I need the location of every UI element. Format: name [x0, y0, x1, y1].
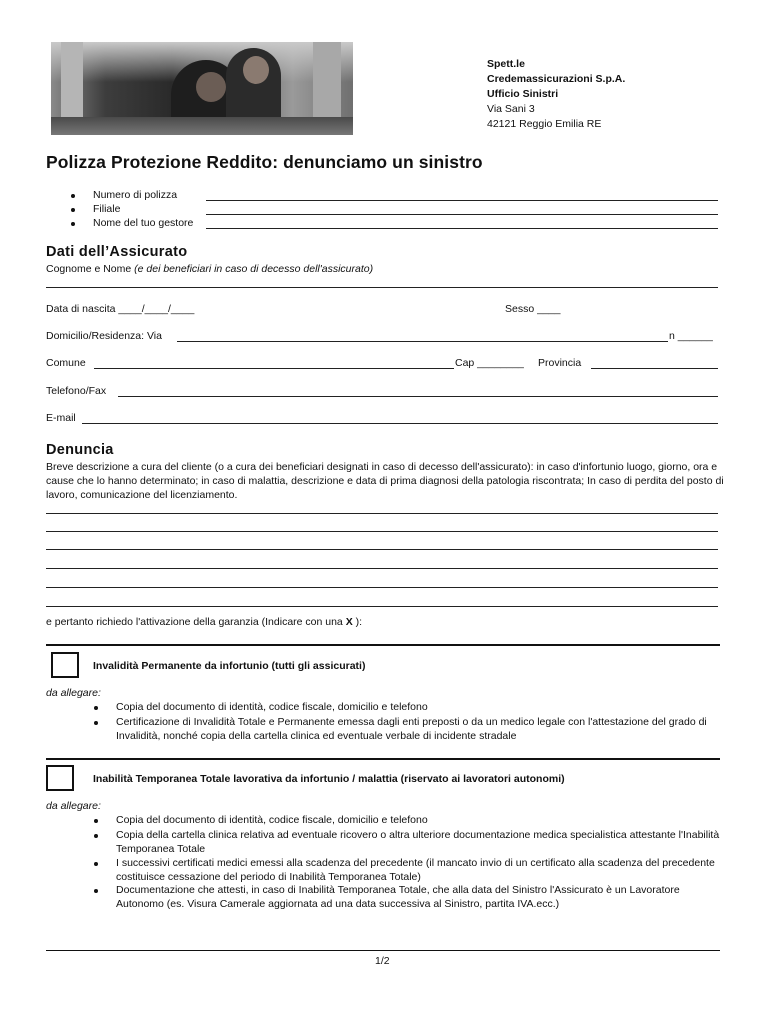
description-line[interactable]	[46, 568, 718, 569]
phone-field[interactable]	[118, 396, 718, 397]
attachment-item: Copia della cartella clinica relativa ad eventuale ricovero o altra ulteriore documentazione medica specialistica attestante l'Inabilità Temporanea Totale	[116, 829, 720, 855]
bullet-icon	[94, 862, 98, 866]
bullet-icon	[94, 834, 98, 838]
header-photo	[51, 42, 353, 135]
cap-label[interactable]: Cap ________	[455, 357, 524, 369]
attachment-item: Copia del documento di identità, codice fiscale, domicilio e telefono	[116, 701, 428, 713]
province-label: Provincia	[538, 357, 582, 369]
phone-label: Telefono/Fax	[46, 385, 107, 397]
policy-number-label: Numero di polizza	[93, 189, 178, 201]
recipient-line: Spett.le	[487, 58, 525, 70]
bullet-icon	[94, 706, 98, 710]
house-number-label[interactable]: n ______	[669, 330, 713, 342]
manager-name-label: Nome del tuo gestore	[93, 217, 194, 229]
recipient-address	[487, 57, 625, 132]
branch-label: Filiale	[93, 203, 121, 215]
address-line: 42121 Reggio Emilia RE	[487, 118, 602, 130]
name-field[interactable]	[46, 287, 718, 288]
address-line: Via Sani 3	[487, 103, 535, 115]
section-divider	[46, 758, 720, 760]
claim-heading: Denuncia	[46, 442, 114, 458]
description-line[interactable]	[46, 513, 718, 514]
option-title: Inabilità Temporanea Totale lavorativa da infortunio / malattia (riservato ai lavoratori autonomi)	[93, 773, 565, 785]
name-label-row	[46, 262, 373, 276]
bullet-icon	[71, 194, 75, 198]
city-field[interactable]	[94, 368, 454, 369]
attachment-item: I successivi certificati medici emessi alla scadenza del precedente (il mancato invio di un certificato alla scadenza del precedente costituisce cessazione del periodo di Inabilità Temporanea Totale)	[116, 857, 715, 883]
bullet-icon	[94, 721, 98, 725]
guarantee-request: e pertanto richiedo l'attivazione della garanzia (Indicare con una X ):	[46, 616, 363, 628]
temporary-disability-checkbox[interactable]	[46, 765, 74, 791]
recipient-line: Ufficio Sinistri	[487, 88, 559, 100]
bullet-icon	[71, 222, 75, 226]
insured-heading: Dati dell’Assicurato	[46, 244, 188, 260]
name-note: (e dei beneficiari in caso di decesso dell'assicurato)	[134, 263, 374, 275]
email-label: E-mail	[46, 412, 76, 424]
bullet-icon	[71, 208, 75, 212]
address-label: Domicilio/Residenza: Via	[46, 330, 162, 342]
city-label: Comune	[46, 357, 86, 369]
attachment-item: Documentazione che attesti, in caso di Inabilità Temporanea Totale, che alla data del Sinistro l'Assicurato è un Lavoratore Autonomo (es. Visura Camerale aggiornata ad una data successiva al Sinistro, partita IVA.ecc.)	[116, 884, 680, 910]
description-line[interactable]	[46, 606, 718, 607]
manager-name-field[interactable]	[206, 228, 718, 229]
recipient-line: Credemassicurazioni S.p.A.	[487, 73, 626, 85]
birth-date-label[interactable]: Data di nascita ____/____/____	[46, 303, 195, 315]
attachment-item: Copia del documento di identità, codice fiscale, domicilio e telefono	[116, 814, 428, 826]
attach-label: da allegare:	[46, 800, 101, 812]
option-title: Invalidità Permanente da infortunio (tutti gli assicurati)	[93, 660, 366, 672]
description-line[interactable]	[46, 587, 718, 588]
branch-field[interactable]	[206, 214, 718, 215]
province-field[interactable]	[591, 368, 718, 369]
attachment-item: Certificazione di Invalidità Totale e Permanente emessa dagli enti preposti o da un medico legale con l'attestazione del grado di Invalidità, nonché copia della cartella clinica ed eventuale verbale di incidente stradale	[116, 716, 707, 742]
page-number: 1/2	[375, 955, 390, 967]
bullet-icon	[94, 889, 98, 893]
footer-divider	[46, 950, 720, 951]
address-field[interactable]	[177, 341, 668, 342]
policy-number-field[interactable]	[206, 200, 718, 201]
sex-label[interactable]: Sesso ____	[505, 303, 561, 315]
description-line[interactable]	[46, 531, 718, 532]
permanent-invalidity-checkbox[interactable]	[51, 652, 79, 678]
request-mark: X	[345, 616, 353, 628]
attach-label: da allegare:	[46, 687, 101, 699]
description-line[interactable]	[46, 549, 718, 550]
name-label: Cognome e Nome	[46, 263, 132, 275]
email-field[interactable]	[82, 423, 718, 424]
bullet-icon	[94, 819, 98, 823]
claim-description: Breve descrizione a cura del cliente (o a cura dei beneficiari designati in caso di decesso dell'assicurato): in caso d'infortunio luogo, giorno, ora e cause che lo hanno determinato; in caso di malattia, descrizione e data di prima diagnosi della patologia riscontrata; In caso di perdita del posto di lavoro, comunicazione del licenziamento.	[46, 461, 724, 501]
section-divider	[46, 644, 720, 646]
page-title: Polizza Protezione Reddito: denunciamo un sinistro	[46, 152, 483, 172]
